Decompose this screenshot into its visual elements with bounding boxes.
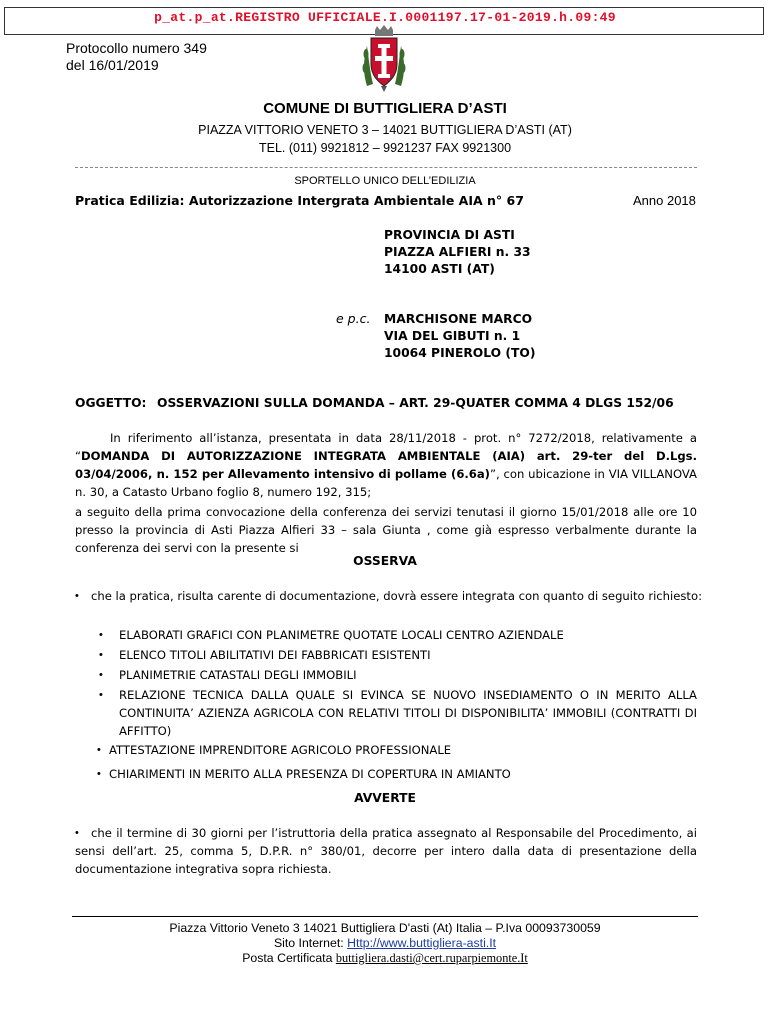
office-name: SPORTELLO UNICO DELL’EDILIZIA [294, 175, 476, 187]
bullet-icon: • [99, 629, 103, 641]
intro-part-a: In riferimento all’istanza, presentata in data 28/11/2018 - prot. n° 7272/2018, relativamente a “ [75, 431, 697, 463]
footer-divider [72, 916, 698, 917]
website-label: Sito Internet: [273, 936, 348, 950]
bullet-icon: • [97, 744, 101, 756]
list-item: ELABORATI GRAFICI CON PLANIMETRE QUOTATE LOCALI CENTRO AZIENDALE [119, 628, 564, 642]
protocol-line-2: del 16/01/2019 [66, 57, 159, 73]
bullet-icon: • [75, 590, 79, 602]
pec-address[interactable]: buttigliera.dasti@cert.ruparpiemonte.It [335, 951, 528, 965]
recipient-line-3: 14100 ASTI (AT) [384, 262, 495, 276]
cc-line-1: MARCHISONE MARCO [384, 312, 533, 326]
list-item: ELENCO TITOLI ABILITATIVI DEI FABBRICATI ESISTENTI [119, 648, 431, 662]
osserva-intro: che la pratica, risulta carente di documentazione, dovrà essere integrata con quanto di seguito richiesto: [91, 589, 702, 603]
list-item: ATTESTAZIONE IMPRENDITORE AGRICOLO PROFESSIONALE [109, 743, 452, 757]
intro-part-c: ”, con ubicazione in VIA VILLANOVA n. 30, a Catasto Urbano foglio 8, numero 192, 315; [75, 467, 697, 499]
recipient-address [384, 227, 531, 278]
bullet-icon: • [97, 768, 101, 780]
intro-request-title: DOMANDA DI AUTORIZZAZIONE INTEGRATA AMBIENTALE (AIA) art. 29-ter del D.Lgs. 03/04/2006, n. 152 per Allevamento intensivo di pollame (6.6a) [75, 449, 697, 481]
recipient-line-1: PROVINCIA DI ASTI [384, 228, 515, 242]
avverte-heading: AVVERTE [354, 791, 416, 805]
municipal-crest-icon [361, 24, 407, 94]
website-link[interactable]: Http://www.buttigliera-asti.It [347, 936, 497, 950]
bullet-icon: • [99, 689, 103, 701]
municipality-address: PIAZZA VITTORIO VENETO 3 – 14021 BUTTIGLIERA D’ASTI (AT) [198, 123, 572, 137]
conference-paragraph: a seguito della prima convocazione della conferenza dei servizi tenutasi il giorno 15/01/2018 alle ore 10 presso la provincia di Asti Piazza Alfieri 33 – sala Giunta , come già espresso verbalmente durante la conferenza dei servi con la presente si [75, 505, 697, 555]
protocol-number [66, 40, 207, 74]
bullet-icon: • [75, 827, 79, 839]
footer-pec [0, 951, 770, 966]
list-item: CHIARIMENTI IN MERITO ALLA PRESENZA DI COPERTURA IN AMIANTO [109, 767, 511, 781]
registry-stamp: p_at.p_at.REGISTRO UFFICIALE.I.0001197.17-01-2019.h.09:49 [154, 10, 616, 25]
bullet-icon: • [99, 669, 103, 681]
avverte-paragraph: che il termine di 30 giorni per l’istruttoria della pratica assegnato al Responsabile del Procedimento, ai sensi dell’art. 25, comma 5, D.P.R. n° 380/01, decorre per intero dalla data di presentazione della documentazione integrativa sopra richiesta. [75, 826, 697, 876]
bullet-icon: • [99, 649, 103, 661]
footer-website [0, 936, 770, 950]
protocol-line-1: Protocollo numero 349 [66, 40, 207, 56]
subject-label: OGGETTO: [75, 396, 147, 410]
cc-line-2: VIA DEL GIBUTI n. 1 [384, 329, 521, 343]
cc-label: e p.c. [336, 311, 371, 326]
pratica-title: Pratica Edilizia: Autorizzazione Intergrata Ambientale AIA n° 67 [75, 193, 524, 208]
municipality-phone: TEL. (011) 9921812 – 9921237 FAX 9921300 [258, 141, 512, 155]
pratica-year: Anno 2018 [633, 193, 696, 208]
recipient-line-2: PIAZZA ALFIERI n. 33 [384, 245, 531, 259]
municipality-title: COMUNE DI BUTTIGLIERA D’ASTI [263, 100, 507, 117]
footer-address: Piazza Vittorio Veneto 3 14021 Buttigliera D'asti (At) Italia – P.Iva 00093730059 [169, 921, 601, 935]
osserva-heading: OSSERVA [353, 554, 417, 568]
cc-address [384, 311, 535, 362]
pec-label: Posta Certificata [242, 951, 336, 965]
header-divider [75, 167, 697, 168]
list-item: PLANIMETRIE CATASTALI DEGLI IMMOBILI [119, 668, 357, 682]
cc-line-3: 10064 PINEROLO (TO) [384, 346, 536, 360]
intro-paragraph [75, 429, 697, 501]
subject-text: OSSERVAZIONI SULLA DOMANDA – ART. 29-QUATER COMMA 4 DLGS 152/06 [157, 396, 674, 410]
list-item: RELAZIONE TECNICA DALLA QUALE SI EVINCA SE NUOVO INSEDIAMENTO O IN MERITO ALLA CONTINUITA’ AZIENZA AGRICOLA CON RELATIVI TITOLI DI DISPONIBILITA’ IMMOBILI (CONTRATTI DI AFFITTO) [119, 688, 697, 738]
